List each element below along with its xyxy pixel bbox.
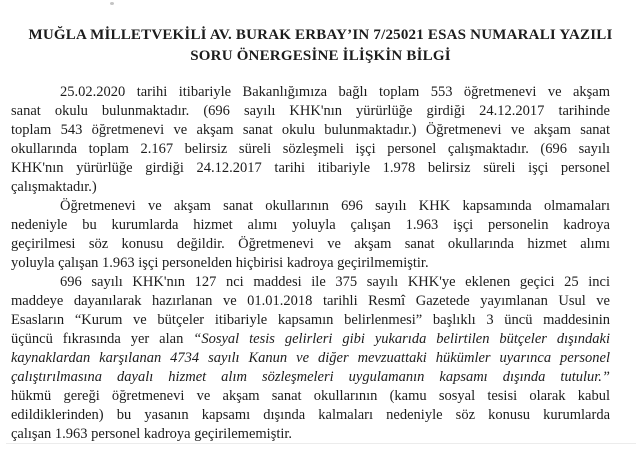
document-body	[11, 83, 610, 444]
body-text: 25.02.2020 tarihi itibariyle Bakanlığımıza bağlı toplam 553 öğretmenevi ve akşam	[60, 84, 610, 100]
body-text: sanat okulu bulunmaktadır. (696 sayılı KHK'nın yürürlüğe girdiği 24.12.2017 tarihinde	[11, 103, 610, 119]
body-text: çalışmaktadır.)	[11, 179, 97, 195]
text-line	[11, 178, 610, 197]
text-line	[11, 368, 610, 387]
title-line-2: SORU ÖNERGESİNE İLİŞKİN BİLGİ	[190, 48, 451, 64]
quoted-italic-text: çalıştırılmasına dayalı hizmet alım sözleşmeleri uygulamanın kapsamı dışında tutulur.”	[11, 369, 610, 385]
text-line	[11, 311, 610, 330]
body-text: Esasların “Kurum ve bütçeler itibariyle kapsamın belirlenmesi” başlıklı 3 üncü maddesinin	[11, 312, 610, 328]
body-text: üçüncü fıkrasında yer alan	[11, 331, 194, 347]
body-text: toplam 543 öğretmenevi ve akşam sanat okulu bulunmaktadır.) Öğretmenevi ve akşam sanat	[11, 122, 610, 138]
text-line	[11, 254, 610, 273]
text-line	[11, 102, 610, 121]
text-line	[11, 349, 610, 368]
text-line	[11, 406, 610, 425]
body-text: çalışan 1.963 personel kadroya geçirilememiştir.	[11, 426, 293, 442]
quoted-italic-text: “Sosyal tesis gelirleri gibi yukarıda belirtilen bütçeler dışındaki	[193, 331, 610, 347]
body-text: hükmü gereği öğretmenevi ve akşam sanat okullarının (kamu sosyal tesisi olarak kabul	[11, 388, 610, 404]
text-line	[11, 330, 610, 349]
scan-artifact-speck	[110, 2, 114, 5]
text-line	[11, 235, 610, 254]
body-text: geçirilmesi söz konusu değildir. Öğretmenevi ve akşam sanat okullarında hizmet alımı	[11, 236, 610, 252]
text-line	[11, 216, 610, 235]
body-text: KHK'nın yürürlüğe girdiği 24.12.2017 tarihi itibariyle 1.978 belirsiz süreli işçi personel	[11, 160, 610, 176]
body-text: 696 sayılı KHK'nın 127 nci maddesi ile 375 sayılı KHK'ye eklenen geçici 25 inci	[60, 274, 610, 290]
body-text: okullarında toplam 2.167 belirsiz süreli sözleşmeli işçi personel çalışmaktadır. (696 sayılı	[11, 141, 610, 157]
text-line	[11, 197, 610, 216]
body-text: nedeniyle bu kurumlarda hizmet alımı yoluyla çalışan 1.963 işçi personelin kadroya	[11, 217, 610, 233]
body-text: maddeye dayanılarak hazırlanan ve 01.01.2018 tarihli Resmî Gazetede yayımlanan Usul ve	[11, 293, 610, 309]
body-text: Öğretmenevi ve akşam sanat okullarının 696 sayılı KHK kapsamında olmamaları	[60, 198, 610, 214]
title-line-1: MUĞLA MİLLETVEKİLİ AV. BURAK ERBAY’IN 7/25021 ESAS NUMARALI YAZILI	[28, 27, 613, 43]
text-line	[11, 121, 610, 140]
text-line	[11, 159, 610, 178]
quoted-italic-text: kaynaklardan karşılanan 4734 sayılı Kanun ve diğer mevzuattaki hükümler uyarınca personel	[11, 350, 610, 366]
text-line	[11, 387, 610, 406]
text-line	[11, 425, 610, 444]
text-line	[11, 83, 610, 102]
body-text: edildiklerinden) bu yasanın kapsamı dışında kalmaları nedeniyle söz konusu kurumlarda	[11, 407, 610, 423]
document-title	[18, 25, 623, 67]
text-line	[11, 140, 610, 159]
text-line	[11, 273, 610, 292]
scan-artifact-line	[6, 443, 636, 444]
body-text: yoluyla çalışan 1.963 işçi personelden hiçbirisi kadroya geçirilmemiştir.	[11, 255, 429, 271]
text-line	[11, 292, 610, 311]
